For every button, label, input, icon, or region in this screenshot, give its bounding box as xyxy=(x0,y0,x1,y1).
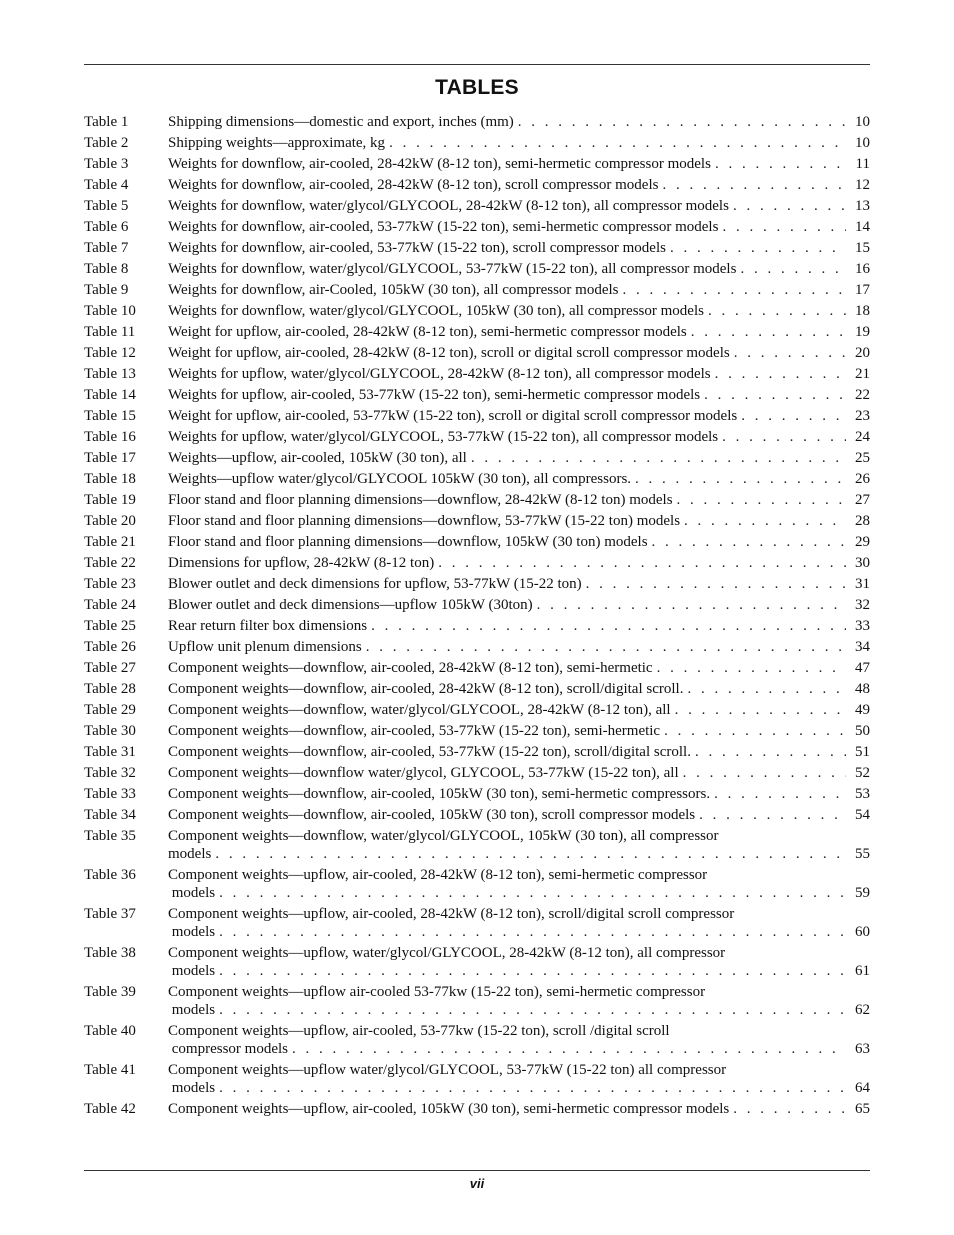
toc-entry[interactable] xyxy=(84,764,870,783)
page-ref[interactable]: 29 xyxy=(855,534,870,550)
table-title: Weight for upflow, air-cooled, 53-77kW (15-22 ton), scroll or digital scroll compressor models xyxy=(168,408,738,424)
dot-leader xyxy=(652,533,846,552)
toc-entry[interactable] xyxy=(84,260,870,279)
dot-leader xyxy=(215,845,846,864)
table-title: Weights for downflow, air-cooled, 53-77kW (15-22 ton), semi-hermetic compressor models xyxy=(168,219,719,235)
page-ref[interactable]: 34 xyxy=(855,639,870,655)
table-title: Component weights—upflow, air-cooled, 53-77kw (15-22 ton), scroll /digital scroll xyxy=(168,1023,670,1039)
table-title: Weights for downflow, air-Cooled, 105kW (30 ton), all compressor models xyxy=(168,282,619,298)
entry-line xyxy=(168,944,870,963)
table-title: Upflow unit plenum dimensions xyxy=(168,639,362,655)
toc-entry[interactable] xyxy=(84,944,870,981)
table-number: Table 17 xyxy=(84,450,136,466)
table-title-continued: models xyxy=(168,1002,216,1018)
table-number: Table 9 xyxy=(84,282,129,298)
entry-line xyxy=(168,827,870,846)
table-number: Table 42 xyxy=(84,1101,136,1117)
entry-line xyxy=(168,323,870,342)
toc-entry[interactable] xyxy=(84,407,870,426)
page-ref[interactable]: 14 xyxy=(855,219,870,235)
dot-leader xyxy=(722,428,846,447)
toc-entry[interactable] xyxy=(84,905,870,942)
dot-leader xyxy=(687,680,846,699)
top-rule xyxy=(84,64,870,65)
page-ref[interactable]: 15 xyxy=(855,240,870,256)
entry-line xyxy=(168,260,870,279)
page-ref[interactable]: 53 xyxy=(855,786,870,802)
page-ref[interactable]: 17 xyxy=(855,282,870,298)
toc-entry[interactable] xyxy=(84,176,870,195)
table-title: Floor stand and floor planning dimensions—downflow, 53-77kW (15-22 ton) models xyxy=(168,513,681,529)
entry-line xyxy=(168,1061,870,1080)
table-title: Component weights—upflow water/glycol/GLYCOOL, 53-77kW (15-22 ton) all compressor xyxy=(168,1062,727,1078)
table-title: Weights for downflow, air-cooled, 28-42kW (8-12 ton), semi-hermetic compressor models xyxy=(168,156,711,172)
table-number: Table 35 xyxy=(84,828,136,844)
dot-leader xyxy=(586,575,846,594)
table-title: Component weights—downflow, water/glycol/GLYCOOL, 28-42kW (8-12 ton), all xyxy=(168,702,671,718)
table-title: Weights for downflow, air-cooled, 53-77kW (15-22 ton), scroll compressor models xyxy=(168,240,666,256)
table-number: Table 25 xyxy=(84,618,136,634)
toc-entry[interactable] xyxy=(84,680,870,699)
dot-leader xyxy=(366,638,846,657)
toc-entry[interactable] xyxy=(84,449,870,468)
table-number: Table 38 xyxy=(84,945,136,961)
table-title: Weights for upflow, water/glycol/GLYCOOL, 28-42kW (8-12 ton), all compressor models xyxy=(168,366,711,382)
table-title: Component weights—downflow, air-cooled, 28-42kW (8-12 ton), scroll/digital scroll. xyxy=(168,681,684,697)
dot-leader xyxy=(219,884,846,903)
page-ref[interactable]: 24 xyxy=(855,429,870,445)
table-number: Table 13 xyxy=(84,366,136,382)
dot-leader xyxy=(662,176,846,195)
toc-entry[interactable] xyxy=(84,134,870,153)
table-title-continued: models xyxy=(168,1080,216,1096)
entry-line xyxy=(168,491,870,510)
table-number: Table 32 xyxy=(84,765,136,781)
table-number: Table 29 xyxy=(84,702,136,718)
page-ref[interactable]: 52 xyxy=(855,765,870,781)
table-number: Table 36 xyxy=(84,867,136,883)
dot-leader xyxy=(714,785,846,804)
entry-line xyxy=(168,764,870,783)
table-title: Blower outlet and deck dimensions—upflow 105kW (30ton) xyxy=(168,597,533,613)
toc-entry[interactable] xyxy=(84,197,870,216)
dot-leader xyxy=(733,197,846,216)
page-ref[interactable]: 26 xyxy=(855,471,870,487)
entry-line xyxy=(168,1022,870,1041)
dot-leader xyxy=(691,323,846,342)
table-title: Shipping weights—approximate, kg xyxy=(168,135,386,151)
toc-entry[interactable] xyxy=(84,659,870,678)
table-number: Table 19 xyxy=(84,492,136,508)
entry-line xyxy=(168,113,870,132)
entry-line xyxy=(168,155,870,174)
dot-leader xyxy=(741,407,846,426)
toc-entry[interactable] xyxy=(84,743,870,762)
toc-entry[interactable] xyxy=(84,428,870,447)
table-title-continued: models xyxy=(168,885,216,901)
dot-leader xyxy=(715,155,846,174)
entry-line xyxy=(168,596,870,615)
entry-line xyxy=(168,134,870,153)
entry-line-continued xyxy=(168,845,870,864)
table-title: Component weights—downflow, air-cooled, 28-42kW (8-12 ton), semi-hermetic xyxy=(168,660,653,676)
dot-leader xyxy=(670,239,846,258)
dot-leader xyxy=(219,1001,846,1020)
entry-line-continued xyxy=(168,884,870,903)
page-ref[interactable]: 20 xyxy=(855,345,870,361)
page-ref[interactable]: 33 xyxy=(855,618,870,634)
table-title-continued: models xyxy=(168,963,216,979)
entry-line-continued xyxy=(168,1001,870,1020)
table-title: Component weights—downflow, water/glycol/GLYCOOL, 105kW (30 ton), all compressor xyxy=(168,828,719,844)
dot-leader xyxy=(664,722,846,741)
table-title: Weights—upflow water/glycol/GLYCOOL 105kW (30 ton), all compressors. xyxy=(168,471,632,487)
toc-entry[interactable] xyxy=(84,554,870,573)
page-ref[interactable]: 55 xyxy=(855,846,870,862)
toc-entry[interactable] xyxy=(84,512,870,531)
entry-line xyxy=(168,680,870,699)
entry-line xyxy=(168,554,870,573)
dot-leader xyxy=(219,923,846,942)
toc-entry[interactable] xyxy=(84,722,870,741)
entry-line xyxy=(168,533,870,552)
tables-list xyxy=(84,113,870,1121)
table-title: Weights for downflow, water/glycol/GLYCOOL, 28-42kW (8-12 ton), all compressor models xyxy=(168,198,729,214)
toc-entry[interactable] xyxy=(84,155,870,174)
table-number: Table 7 xyxy=(84,240,129,256)
dot-leader xyxy=(438,554,846,573)
dot-leader xyxy=(623,281,847,300)
dot-leader xyxy=(657,659,846,678)
page-ref[interactable]: 30 xyxy=(855,555,870,571)
toc-entry[interactable] xyxy=(84,1100,870,1119)
table-number: Table 12 xyxy=(84,345,136,361)
entry-line xyxy=(168,176,870,195)
entry-line-continued xyxy=(168,1040,870,1059)
table-number: Table 18 xyxy=(84,471,136,487)
entry-line xyxy=(168,617,870,636)
page-ref[interactable]: 21 xyxy=(855,366,870,382)
page-ref[interactable]: 12 xyxy=(855,177,870,193)
page-ref[interactable]: 47 xyxy=(855,660,870,676)
dot-leader xyxy=(715,365,846,384)
entry-line xyxy=(168,983,870,1002)
table-number: Table 22 xyxy=(84,555,136,571)
entry-line xyxy=(168,575,870,594)
page-ref[interactable]: 64 xyxy=(855,1080,870,1096)
table-number: Table 14 xyxy=(84,387,136,403)
toc-entry[interactable] xyxy=(84,218,870,237)
table-number: Table 3 xyxy=(84,156,129,172)
page-ref[interactable]: 22 xyxy=(855,387,870,403)
toc-entry[interactable] xyxy=(84,983,870,1020)
page-ref[interactable]: 18 xyxy=(855,303,870,319)
page-ref[interactable]: 13 xyxy=(855,198,870,214)
page-ref[interactable]: 48 xyxy=(855,681,870,697)
entry-line xyxy=(168,407,870,426)
table-title: Weights for upflow, air-cooled, 53-77kW (15-22 ton), semi-hermetic compressor models xyxy=(168,387,701,403)
page-ref[interactable]: 10 xyxy=(855,114,870,130)
table-title: Weights for upflow, water/glycol/GLYCOOL, 53-77kW (15-22 ton), all compressor models xyxy=(168,429,719,445)
table-number: Table 41 xyxy=(84,1062,136,1078)
page-ref[interactable]: 25 xyxy=(855,450,870,466)
page-ref[interactable]: 50 xyxy=(855,723,870,739)
page-ref[interactable]: 59 xyxy=(855,885,870,901)
dot-leader xyxy=(537,596,846,615)
table-number: Table 31 xyxy=(84,744,136,760)
toc-entry[interactable] xyxy=(84,866,870,903)
toc-entry[interactable] xyxy=(84,344,870,363)
table-number: Table 30 xyxy=(84,723,136,739)
entry-line xyxy=(168,218,870,237)
entry-line xyxy=(168,428,870,447)
page-ref[interactable]: 31 xyxy=(855,576,870,592)
table-number: Table 5 xyxy=(84,198,129,214)
toc-entry[interactable] xyxy=(84,1022,870,1059)
table-title: Component weights—downflow, air-cooled, 105kW (30 ton), scroll compressor models xyxy=(168,807,696,823)
dot-leader xyxy=(699,806,846,825)
toc-entry[interactable] xyxy=(84,386,870,405)
dot-leader xyxy=(733,1100,846,1119)
toc-entry[interactable] xyxy=(84,113,870,132)
table-number: Table 6 xyxy=(84,219,129,235)
table-number: Table 8 xyxy=(84,261,129,277)
dot-leader xyxy=(371,617,846,636)
table-title: Shipping dimensions—domestic and export, inches (mm) xyxy=(168,114,514,130)
page-ref[interactable]: 62 xyxy=(855,1002,870,1018)
dot-leader xyxy=(708,302,846,321)
dot-leader xyxy=(695,743,846,762)
dot-leader xyxy=(471,449,846,468)
table-title: Weights for downflow, water/glycol/GLYCOOL, 105kW (30 ton), all compressor models xyxy=(168,303,704,319)
table-number: Table 10 xyxy=(84,303,136,319)
page-ref[interactable]: 28 xyxy=(855,513,870,529)
table-title: Weight for upflow, air-cooled, 28-42kW (8-12 ton), semi-hermetic compressor models xyxy=(168,324,687,340)
dot-leader xyxy=(740,260,846,279)
page-ref[interactable]: 10 xyxy=(855,135,870,151)
entry-line-continued xyxy=(168,962,870,981)
table-number: Table 11 xyxy=(84,324,136,340)
table-title: Component weights—upflow, air-cooled, 28-42kW (8-12 ton), scroll/digital scroll compressor xyxy=(168,906,735,922)
table-number: Table 39 xyxy=(84,984,136,1000)
dot-leader xyxy=(734,344,846,363)
toc-entry[interactable] xyxy=(84,239,870,258)
entry-line xyxy=(168,785,870,804)
toc-entry[interactable] xyxy=(84,785,870,804)
dot-leader xyxy=(677,491,846,510)
table-title: Weights for downflow, air-cooled, 28-42kW (8-12 ton), scroll compressor models xyxy=(168,177,659,193)
table-number: Table 26 xyxy=(84,639,136,655)
table-number: Table 1 xyxy=(84,114,129,130)
toc-entry[interactable] xyxy=(84,323,870,342)
entry-line xyxy=(168,722,870,741)
table-number: Table 21 xyxy=(84,534,136,550)
entry-line xyxy=(168,449,870,468)
toc-entry[interactable] xyxy=(84,470,870,489)
table-number: Table 20 xyxy=(84,513,136,529)
toc-entry[interactable] xyxy=(84,617,870,636)
page-ref[interactable]: 19 xyxy=(855,324,870,340)
page-ref[interactable]: 11 xyxy=(855,156,870,172)
page-ref[interactable]: 49 xyxy=(855,702,870,718)
table-title: Component weights—downflow, air-cooled, 105kW (30 ton), semi-hermetic compressors. xyxy=(168,786,711,802)
table-title-continued: models xyxy=(168,846,212,862)
dot-leader xyxy=(675,701,846,720)
page-ref[interactable]: 16 xyxy=(855,261,870,277)
table-number: Table 23 xyxy=(84,576,136,592)
toc-entry[interactable] xyxy=(84,596,870,615)
table-number: Table 16 xyxy=(84,429,136,445)
table-title: Component weights—upflow, air-cooled, 105kW (30 ton), semi-hermetic compressor models xyxy=(168,1101,730,1117)
table-title: Blower outlet and deck dimensions for upflow, 53-77kW (15-22 ton) xyxy=(168,576,582,592)
dot-leader xyxy=(722,218,846,237)
page-title: TABLES xyxy=(435,76,519,99)
page-ref[interactable]: 23 xyxy=(855,408,870,424)
table-title-continued: models xyxy=(168,924,216,940)
table-number: Table 33 xyxy=(84,786,136,802)
entry-line xyxy=(168,365,870,384)
toc-entry[interactable] xyxy=(84,806,870,825)
table-number: Table 4 xyxy=(84,177,129,193)
entry-line xyxy=(168,701,870,720)
table-title: Floor stand and floor planning dimensions—downflow, 28-42kW (8-12 ton) models xyxy=(168,492,673,508)
dot-leader xyxy=(635,470,846,489)
entry-line xyxy=(168,638,870,657)
dot-leader xyxy=(219,962,846,981)
entry-line xyxy=(168,1100,870,1119)
table-number: Table 24 xyxy=(84,597,136,613)
table-number: Table 34 xyxy=(84,807,136,823)
toc-entry[interactable] xyxy=(84,491,870,510)
table-number: Table 37 xyxy=(84,906,136,922)
entry-line xyxy=(168,344,870,363)
table-title: Component weights—upflow, air-cooled, 28-42kW (8-12 ton), semi-hermetic compressor xyxy=(168,867,708,883)
entry-line xyxy=(168,470,870,489)
toc-entry[interactable] xyxy=(84,638,870,657)
table-title: Component weights—downflow, air-cooled, 53-77kW (15-22 ton), semi-hermetic xyxy=(168,723,661,739)
table-title-continued: compressor models xyxy=(168,1041,288,1057)
entry-line xyxy=(168,743,870,762)
bottom-rule xyxy=(84,1170,870,1171)
entry-line-continued xyxy=(168,1079,870,1098)
page-ref[interactable]: 51 xyxy=(855,744,870,760)
table-number: Table 15 xyxy=(84,408,136,424)
page-ref[interactable]: 65 xyxy=(855,1101,870,1117)
dot-leader xyxy=(292,1040,846,1059)
entry-line xyxy=(168,866,870,885)
table-title: Component weights—upflow air-cooled 53-77kw (15-22 ton), semi-hermetic compressor xyxy=(168,984,706,1000)
table-number: Table 28 xyxy=(84,681,136,697)
dot-leader xyxy=(704,386,846,405)
entry-line xyxy=(168,302,870,321)
toc-entry[interactable] xyxy=(84,827,870,864)
toc-entry[interactable] xyxy=(84,281,870,300)
entry-line xyxy=(168,197,870,216)
toc-entry[interactable] xyxy=(84,1061,870,1098)
table-title: Weight for upflow, air-cooled, 28-42kW (8-12 ton), scroll or digital scroll compressor models xyxy=(168,345,730,361)
table-number: Table 27 xyxy=(84,660,136,676)
page-number: vii xyxy=(469,1176,485,1191)
table-title: Floor stand and floor planning dimensions—downflow, 105kW (30 ton) models xyxy=(168,534,648,550)
dot-leader xyxy=(683,764,846,783)
dot-leader xyxy=(219,1079,846,1098)
page-ref[interactable]: 32 xyxy=(855,597,870,613)
entry-line xyxy=(168,386,870,405)
table-title: Component weights—downflow water/glycol, GLYCOOL, 53-77kW (15-22 ton), all xyxy=(168,765,679,781)
page-ref[interactable]: 61 xyxy=(855,963,870,979)
entry-line xyxy=(168,806,870,825)
table-title: Weights for downflow, water/glycol/GLYCOOL, 53-77kW (15-22 ton), all compressor models xyxy=(168,261,737,277)
toc-entry[interactable] xyxy=(84,365,870,384)
table-title: Component weights—downflow, air-cooled, 53-77kW (15-22 ton), scroll/digital scroll. xyxy=(168,744,691,760)
toc-entry[interactable] xyxy=(84,302,870,321)
dot-leader xyxy=(684,512,846,531)
dot-leader xyxy=(518,113,846,132)
entry-line xyxy=(168,281,870,300)
table-title: Dimensions for upflow, 28-42kW (8-12 ton) xyxy=(168,555,435,571)
toc-entry[interactable] xyxy=(84,701,870,720)
entry-line xyxy=(168,239,870,258)
table-title: Rear return filter box dimensions xyxy=(168,618,368,634)
table-title: Weights—upflow, air-cooled, 105kW (30 ton), all xyxy=(168,450,467,466)
entry-line xyxy=(168,659,870,678)
toc-entry[interactable] xyxy=(84,533,870,552)
entry-line xyxy=(168,512,870,531)
dot-leader xyxy=(389,134,846,153)
entry-line-continued xyxy=(168,923,870,942)
page-ref[interactable]: 60 xyxy=(855,924,870,940)
page-ref[interactable]: 54 xyxy=(855,807,870,823)
entry-line xyxy=(168,905,870,924)
table-number: Table 40 xyxy=(84,1023,136,1039)
page-ref[interactable]: 27 xyxy=(855,492,870,508)
table-title: Component weights—upflow, water/glycol/GLYCOOL, 28-42kW (8-12 ton), all compressor xyxy=(168,945,726,961)
toc-entry[interactable] xyxy=(84,575,870,594)
page-ref[interactable]: 63 xyxy=(855,1041,870,1057)
table-number: Table 2 xyxy=(84,135,129,151)
